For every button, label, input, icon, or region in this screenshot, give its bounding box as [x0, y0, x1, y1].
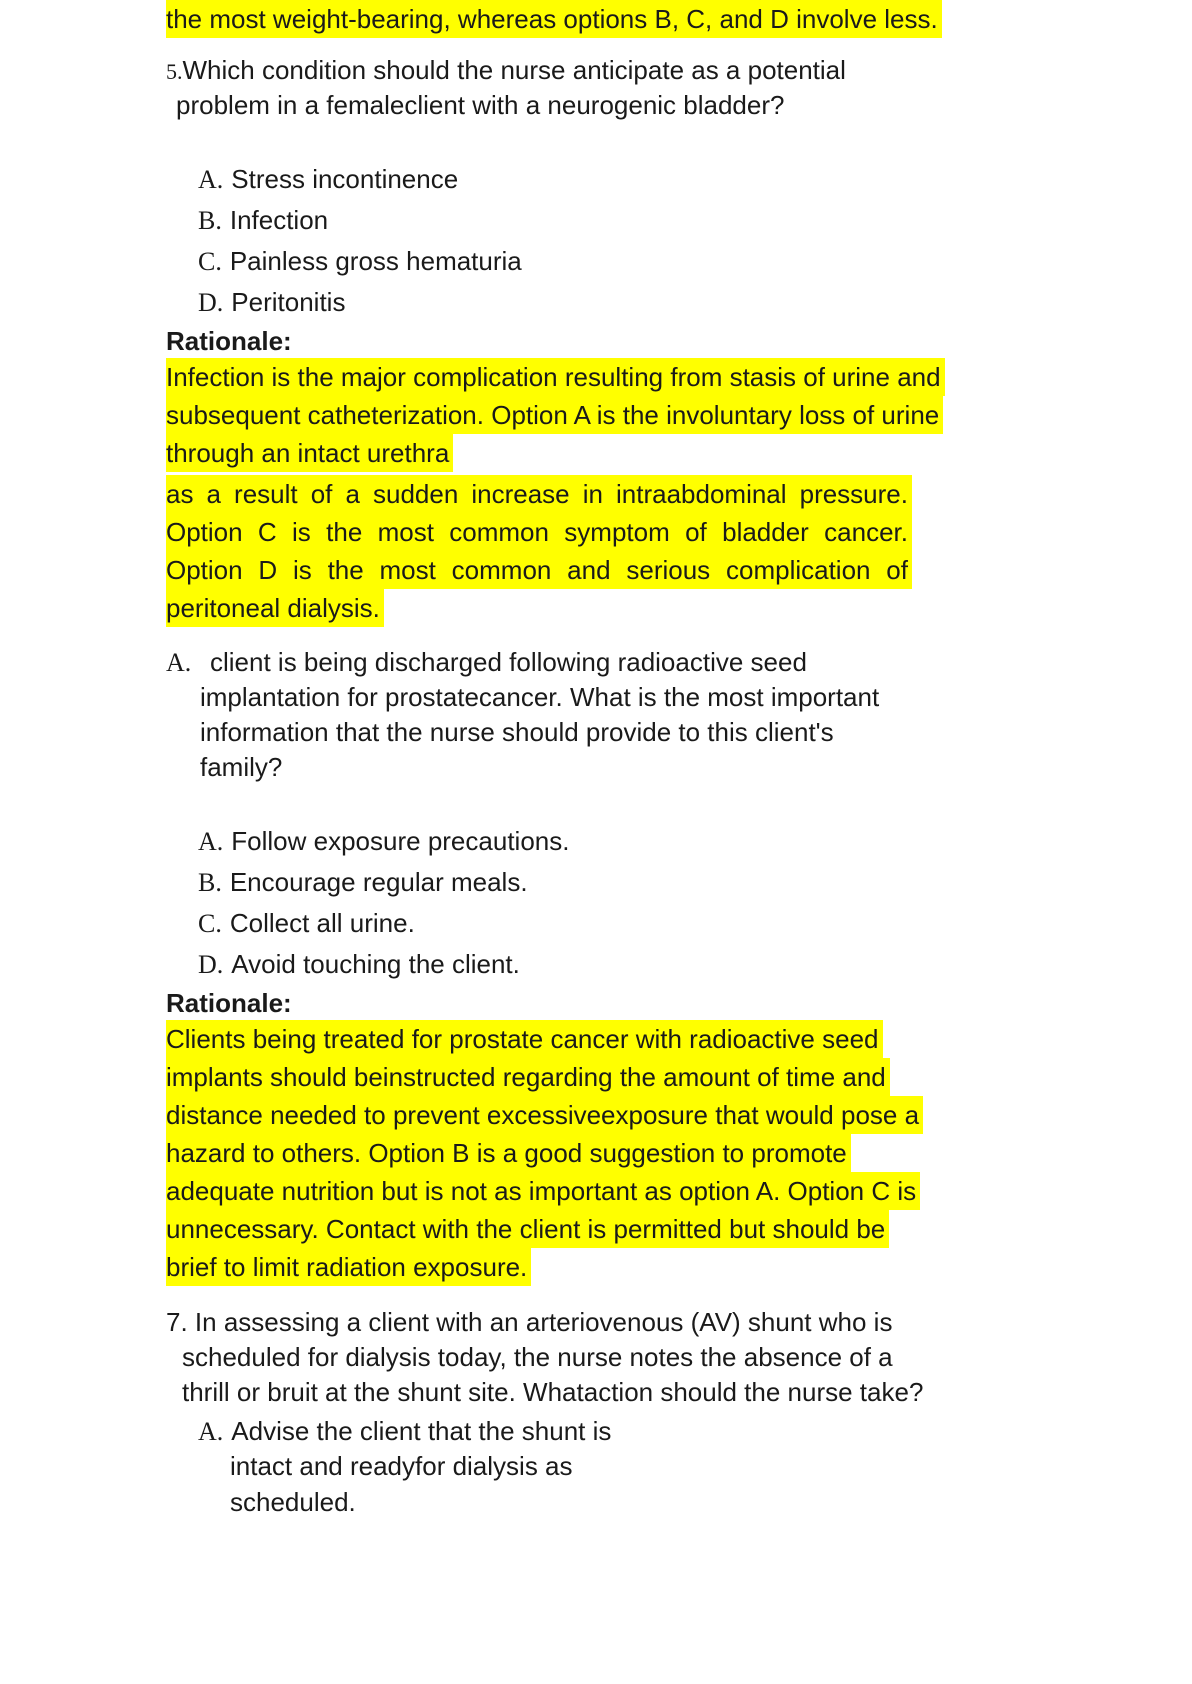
question-5-text: 5.Which condition should the nurse anticipate as a potential	[166, 55, 846, 85]
option-a[interactable]: A. Stress incontinence	[198, 164, 459, 194]
question-7-text: 7. In assessing a client with an arteriovenous (AV) shunt who is	[166, 1307, 893, 1337]
rationale-text: implants should beinstructed regarding the amount of time and	[166, 1058, 890, 1096]
option-a-continued: intact and readyfor dialysis as	[230, 1451, 573, 1481]
rationale-text: hazard to others. Option B is a good suggestion to promote	[166, 1134, 851, 1172]
option-c[interactable]: C. Painless gross hematuria	[198, 246, 522, 276]
option-b[interactable]: B. Infection	[198, 205, 329, 235]
option-d[interactable]: D. Avoid touching the client.	[198, 949, 520, 979]
question-6-text	[166, 643, 191, 682]
rationale-text: Clients being treated for prostate cancer with radioactive seed	[166, 1020, 883, 1058]
rationale-text: subsequent catheterization. Option A is the involuntary loss of urine	[166, 396, 943, 434]
rationale-text: brief to limit radiation exposure.	[166, 1248, 531, 1286]
rationale-text: Infection is the major complication resulting from stasis of urine and	[166, 358, 945, 396]
question-6-text: client is being discharged following radioactive seed	[210, 647, 807, 677]
rationale-text: unnecessary. Contact with the client is permitted but should be	[166, 1210, 889, 1248]
question-number: 5.	[166, 59, 183, 84]
rationale-text: distance needed to prevent excessiveexposure that would pose a	[166, 1096, 923, 1134]
option-b[interactable]: B. Encourage regular meals.	[198, 867, 528, 897]
rationale-label: Rationale:	[166, 326, 292, 356]
rationale-text: adequate nutrition but is not as important as option A. Option C is	[166, 1172, 920, 1210]
rationale-text: as a result of a sudden increase in intraabdominal pressure.	[166, 475, 912, 513]
question-7-text: thrill or bruit at the shunt site. Whataction should the nurse take?	[182, 1377, 924, 1407]
rationale-text: Option D is the most common and serious complication of	[166, 551, 912, 589]
question-6-text: family?	[200, 752, 283, 782]
option-a[interactable]: A. Follow exposure precautions.	[198, 826, 570, 856]
question-7-text: scheduled for dialysis today, the nurse notes the absence of a	[182, 1342, 893, 1372]
previous-rationale-end: the most weight-bearing, whereas options B, C, and D involve less.	[166, 0, 942, 38]
rationale-text: through an intact urethra	[166, 434, 453, 472]
question-5-text-line2: problem in a femaleclient with a neurogenic bladder?	[176, 90, 785, 120]
option-d[interactable]: D. Peritonitis	[198, 287, 346, 317]
question-number: A.	[166, 648, 192, 677]
option-a-continued: scheduled.	[230, 1487, 356, 1517]
option-c[interactable]: C. Collect all urine.	[198, 908, 415, 938]
rationale-text: peritoneal dialysis.	[166, 589, 384, 627]
question-6-text: implantation for prostatecancer. What is the most important	[200, 682, 880, 712]
option-a[interactable]: A. Advise the client that the shunt is	[198, 1416, 612, 1446]
rationale-label: Rationale:	[166, 988, 292, 1018]
rationale-text: Option C is the most common symptom of bladder cancer.	[166, 513, 912, 551]
question-6-text: information that the nurse should provide to this client's	[200, 717, 834, 747]
